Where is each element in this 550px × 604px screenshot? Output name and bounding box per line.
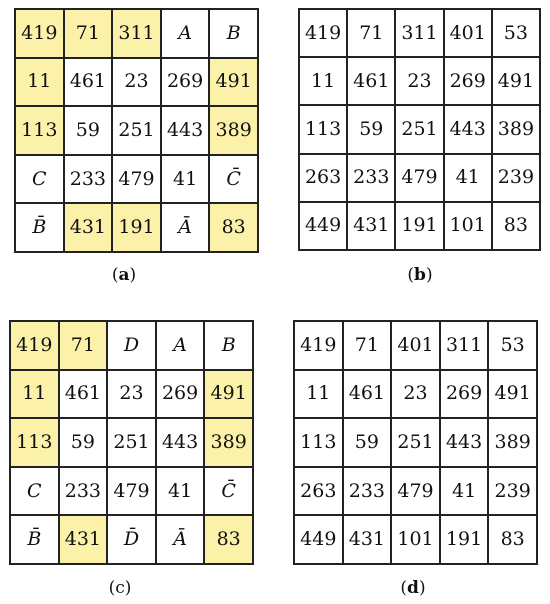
cell-c-r2-c5: 491 bbox=[204, 370, 253, 419]
caption-a-label: a bbox=[118, 265, 130, 285]
cell-b-r3-c4: 443 bbox=[444, 105, 492, 153]
cell-b-r2-c2: 461 bbox=[347, 57, 395, 105]
cell-b-r2-c3: 23 bbox=[395, 57, 443, 105]
cell-a-r3-c1: 113 bbox=[15, 106, 64, 155]
cell-c-r5-c4: Ā bbox=[156, 515, 205, 564]
cell-b-r3-c5: 389 bbox=[492, 105, 540, 153]
cell-b-r5-c2: 431 bbox=[347, 202, 395, 250]
cell-c-r4-c1: C bbox=[10, 467, 59, 516]
cell-d-r3-c3: 251 bbox=[391, 418, 440, 467]
cell-c-r2-c4: 269 bbox=[156, 370, 205, 419]
cell-b-r5-c3: 191 bbox=[395, 202, 443, 250]
cell-b-r5-c5: 83 bbox=[492, 202, 540, 250]
cell-d-r2-c4: 269 bbox=[440, 370, 489, 419]
caption-b-label: b bbox=[414, 265, 426, 285]
cell-b-r4-c3: 479 bbox=[395, 154, 443, 202]
cell-a-r2-c2: 461 bbox=[64, 58, 113, 107]
cell-d-r3-c5: 389 bbox=[488, 418, 537, 467]
cell-d-r2-c2: 461 bbox=[343, 370, 392, 419]
caption-a: (a) bbox=[111, 265, 137, 285]
cell-c-r4-c5: C̄ bbox=[204, 467, 253, 516]
cell-c-r4-c4: 41 bbox=[156, 467, 205, 516]
cell-c-r3-c1: 113 bbox=[10, 418, 59, 467]
cell-d-r1-c5: 53 bbox=[488, 321, 537, 370]
cell-b-r2-c1: 11 bbox=[299, 57, 347, 105]
cell-b-r2-c4: 269 bbox=[444, 57, 492, 105]
cell-c-r4-c2: 233 bbox=[59, 467, 108, 516]
cell-b-r1-c1: 419 bbox=[299, 9, 347, 57]
cell-a-r1-c4: A bbox=[161, 9, 210, 58]
cell-b-r2-c5: 491 bbox=[492, 57, 540, 105]
cell-d-r1-c3: 401 bbox=[391, 321, 440, 370]
cell-b-r4-c5: 239 bbox=[492, 154, 540, 202]
cell-b-r5-c4: 101 bbox=[444, 202, 492, 250]
cell-c-r3-c3: 251 bbox=[107, 418, 156, 467]
cell-c-r4-c3: 479 bbox=[107, 467, 156, 516]
cell-a-r4-c1: C bbox=[15, 155, 64, 204]
cell-d-r3-c1: 113 bbox=[294, 418, 343, 467]
cell-a-r2-c5: 491 bbox=[209, 58, 258, 107]
cell-d-r4-c4: 41 bbox=[440, 467, 489, 516]
caption-d-label: d bbox=[407, 578, 419, 598]
cell-c-r3-c4: 443 bbox=[156, 418, 205, 467]
cell-b-r3-c1: 113 bbox=[299, 105, 347, 153]
cell-c-r1-c1: 419 bbox=[10, 321, 59, 370]
cell-d-r3-c2: 59 bbox=[343, 418, 392, 467]
cell-a-r3-c4: 443 bbox=[161, 106, 210, 155]
cell-a-r3-c2: 59 bbox=[64, 106, 113, 155]
cell-d-r5-c4: 191 bbox=[440, 515, 489, 564]
cell-c-r1-c2: 71 bbox=[59, 321, 108, 370]
cell-c-r3-c5: 389 bbox=[204, 418, 253, 467]
cell-a-r5-c3: 191 bbox=[112, 203, 161, 252]
cell-a-r3-c5: 389 bbox=[209, 106, 258, 155]
grid-c bbox=[9, 320, 254, 565]
cell-a-r1-c1: 419 bbox=[15, 9, 64, 58]
cell-a-r1-c3: 311 bbox=[112, 9, 161, 58]
cell-a-r1-c2: 71 bbox=[64, 9, 113, 58]
cell-c-r2-c2: 461 bbox=[59, 370, 108, 419]
cell-b-r4-c2: 233 bbox=[347, 154, 395, 202]
cell-c-r1-c5: B bbox=[204, 321, 253, 370]
cell-d-r1-c2: 71 bbox=[343, 321, 392, 370]
cell-b-r3-c2: 59 bbox=[347, 105, 395, 153]
cell-d-r5-c5: 83 bbox=[488, 515, 537, 564]
cell-a-r1-c5: B bbox=[209, 9, 258, 58]
cell-b-r1-c2: 71 bbox=[347, 9, 395, 57]
cell-a-r5-c5: 83 bbox=[209, 203, 258, 252]
cell-a-r4-c4: 41 bbox=[161, 155, 210, 204]
grid-d bbox=[293, 320, 538, 565]
caption-c: (c) bbox=[108, 578, 132, 598]
cell-d-r4-c3: 479 bbox=[391, 467, 440, 516]
cell-a-r5-c1: B̄ bbox=[15, 203, 64, 252]
cell-d-r2-c1: 11 bbox=[294, 370, 343, 419]
cell-b-r1-c3: 311 bbox=[395, 9, 443, 57]
cell-c-r1-c3: D bbox=[107, 321, 156, 370]
cell-a-r3-c3: 251 bbox=[112, 106, 161, 155]
cell-a-r4-c2: 233 bbox=[64, 155, 113, 204]
cell-b-r1-c4: 401 bbox=[444, 9, 492, 57]
caption-b: (b) bbox=[407, 265, 433, 285]
cell-c-r3-c2: 59 bbox=[59, 418, 108, 467]
cell-d-r4-c2: 233 bbox=[343, 467, 392, 516]
cell-c-r5-c1: B̄ bbox=[10, 515, 59, 564]
cell-a-r5-c4: Ā bbox=[161, 203, 210, 252]
cell-d-r1-c1: 419 bbox=[294, 321, 343, 370]
cell-b-r4-c1: 263 bbox=[299, 154, 347, 202]
cell-d-r5-c2: 431 bbox=[343, 515, 392, 564]
cell-d-r2-c5: 491 bbox=[488, 370, 537, 419]
cell-d-r2-c3: 23 bbox=[391, 370, 440, 419]
cell-a-r2-c4: 269 bbox=[161, 58, 210, 107]
cell-d-r4-c1: 263 bbox=[294, 467, 343, 516]
cell-a-r2-c3: 23 bbox=[112, 58, 161, 107]
cell-d-r5-c3: 101 bbox=[391, 515, 440, 564]
cell-a-r2-c1: 11 bbox=[15, 58, 64, 107]
cell-a-r4-c3: 479 bbox=[112, 155, 161, 204]
cell-a-r5-c2: 431 bbox=[64, 203, 113, 252]
cell-c-r2-c3: 23 bbox=[107, 370, 156, 419]
cell-b-r1-c5: 53 bbox=[492, 9, 540, 57]
cell-c-r5-c5: 83 bbox=[204, 515, 253, 564]
cell-b-r5-c1: 449 bbox=[299, 202, 347, 250]
cell-d-r3-c4: 443 bbox=[440, 418, 489, 467]
cell-d-r5-c1: 449 bbox=[294, 515, 343, 564]
cell-d-r1-c4: 311 bbox=[440, 321, 489, 370]
cell-b-r4-c4: 41 bbox=[444, 154, 492, 202]
cell-c-r1-c4: A bbox=[156, 321, 205, 370]
cell-d-r4-c5: 239 bbox=[488, 467, 537, 516]
cell-c-r5-c3: D̄ bbox=[107, 515, 156, 564]
caption-d: (d) bbox=[400, 578, 426, 598]
grid-b bbox=[298, 8, 541, 251]
grid-a bbox=[14, 8, 259, 253]
cell-b-r3-c3: 251 bbox=[395, 105, 443, 153]
cell-c-r5-c2: 431 bbox=[59, 515, 108, 564]
cell-a-r4-c5: C̄ bbox=[209, 155, 258, 204]
cell-c-r2-c1: 11 bbox=[10, 370, 59, 419]
caption-c-label: c bbox=[115, 578, 125, 598]
